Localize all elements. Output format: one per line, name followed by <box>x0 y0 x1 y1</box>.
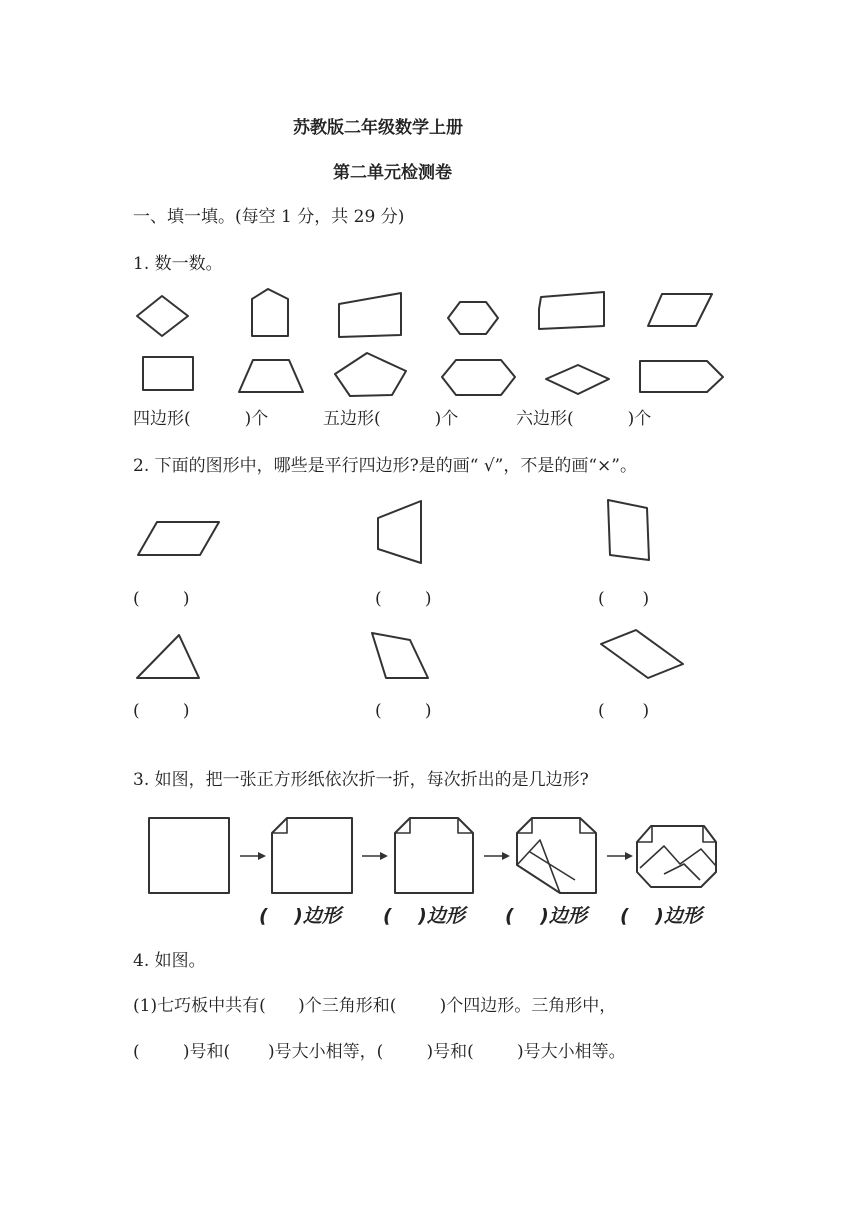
section-heading: 一、填一填。(每空 1 分，共 29 分) <box>133 207 405 227</box>
paper-fold-1 <box>272 818 352 893</box>
arrow-icon <box>362 852 388 860</box>
page-subtitle: 第二单元检测卷 <box>333 163 452 183</box>
page-title: 苏教版二年级数学上册 <box>293 118 463 138</box>
fold-2-answer[interactable]: ( )边形 <box>383 905 465 927</box>
fold-4-answer[interactable]: ( )边形 <box>620 905 702 927</box>
answer-blank-6[interactable]: ( ) <box>598 701 650 721</box>
question-4-prompt: 4. 如图。 <box>133 951 206 971</box>
paper-fold-3 <box>517 818 596 893</box>
hexagon-count-blank[interactable]: 六边形( )个 <box>516 409 652 429</box>
arrow-icon <box>240 852 266 860</box>
fold-1-answer[interactable]: ( )边形 <box>259 905 341 927</box>
question-3-prompt: 3. 如图，把一张正方形纸依次折一折，每次折出的是几边形? <box>133 770 589 790</box>
question-2-prompt: 2. 下面的图形中，哪些是平行四边形?是的画“ √”，不是的画“×”。 <box>133 456 637 476</box>
question-4-line-2[interactable]: ( )号和( )号大小相等，( )号和( )号大小相等。 <box>133 1042 626 1062</box>
question-1-prompt: 1. 数一数。 <box>133 254 223 274</box>
answer-blank-5[interactable]: ( ) <box>375 701 432 721</box>
answer-blank-3[interactable]: ( ) <box>598 589 650 609</box>
fold-3-answer[interactable]: ( )边形 <box>505 905 587 927</box>
paper-square <box>149 818 229 893</box>
paper-fold-2 <box>395 818 473 893</box>
question-4-line-1[interactable]: (1)七巧板中共有( )个三角形和( )个四边形。三角形中， <box>133 996 617 1016</box>
paper-fold-4 <box>637 826 716 887</box>
arrow-icon <box>484 852 510 860</box>
pentagon-count-blank[interactable]: 五边形( )个 <box>323 409 459 429</box>
answer-blank-4[interactable]: ( ) <box>133 701 190 721</box>
answer-blank-1[interactable]: ( ) <box>133 589 190 609</box>
quadrilateral-count-blank[interactable]: 四边形( )个 <box>133 409 269 429</box>
arrow-icon <box>607 852 633 860</box>
answer-blank-2[interactable]: ( ) <box>375 589 432 609</box>
